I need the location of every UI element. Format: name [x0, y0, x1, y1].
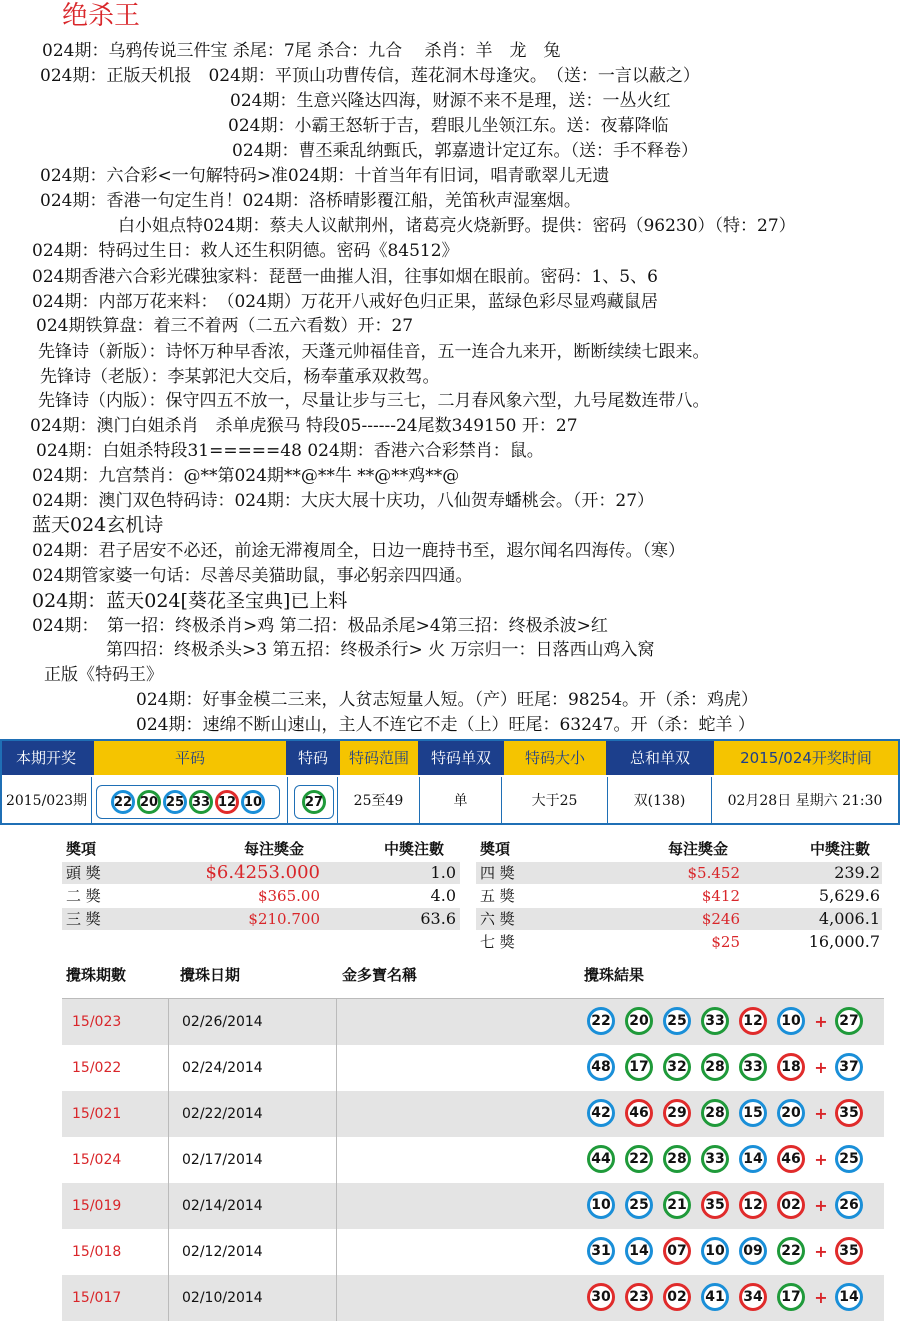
column-divider [168, 1045, 169, 1091]
prize-name: 五 獎 [480, 887, 515, 905]
article-line: 蓝天024玄机诗 [32, 514, 164, 536]
prize-amount: $25 [711, 933, 740, 951]
header-normal-numbers: 平码 [94, 741, 286, 775]
history-result [582, 1283, 866, 1313]
number-ball: 35 [701, 1191, 729, 1219]
prize-header-count-right: 中獎注數 [810, 840, 871, 858]
header-special-odd-even: 特码单双 [422, 741, 500, 775]
history-period: 15/017 [72, 1290, 122, 1306]
column-divider [336, 1229, 337, 1275]
column-divider [336, 1045, 337, 1091]
number-ball: 33 [739, 1053, 767, 1081]
column-divider [168, 1229, 169, 1275]
number-ball: 46 [625, 1099, 653, 1127]
number-ball: 10 [701, 1237, 729, 1265]
column-divider [336, 1137, 337, 1183]
column-divider [336, 1091, 337, 1137]
draw-summary-table [0, 739, 900, 825]
prize-amount: $210.700 [248, 910, 320, 928]
article-line: 024期：白姐杀特段31=====48 024期：香港六合彩禁肖：鼠。 [36, 441, 544, 461]
history-row [62, 1275, 884, 1321]
history-header-result: 攪珠結果 [584, 966, 645, 984]
history-period: 15/019 [72, 1198, 122, 1214]
prize-header-item-right: 奬項 [480, 840, 511, 858]
number-ball: 14 [739, 1145, 767, 1173]
article-line: 024期：内部万花来料： （024期）万花开八戒好色归正果，蓝绿色彩尽显鸡藏鼠居 [32, 292, 658, 312]
number-ball: 14 [625, 1237, 653, 1265]
history-period: 15/023 [72, 1014, 122, 1030]
history-period: 15/021 [72, 1106, 122, 1122]
history-date: 02/14/2014 [182, 1198, 263, 1214]
draw-next-time: 02月28日 星期六 21:30 [727, 793, 883, 809]
history-date: 02/17/2014 [182, 1152, 263, 1168]
article-line: 024期：君子居安不必还，前途无滞複周全，日边一鹿持书至，遐尔闻名四海传。（寒） [32, 541, 685, 561]
history-date: 02/12/2014 [182, 1244, 263, 1260]
prize-header-count-left: 中獎注數 [384, 840, 445, 858]
plus-sign: + [814, 1195, 828, 1215]
column-divider [168, 1091, 169, 1137]
number-ball: 28 [701, 1053, 729, 1081]
page-title: 绝杀王 [62, 1, 141, 31]
prize-count: 1.0 [430, 863, 456, 882]
article-line: 024期：九宫禁肖：@**第024期**@**牛 **@**鸡**@ [32, 466, 460, 486]
header-special-size: 特码大小 [504, 741, 606, 775]
prize-name: 二 獎 [66, 887, 101, 905]
history-period: 15/024 [72, 1152, 122, 1168]
number-ball: 12 [215, 790, 239, 814]
number-ball: 22 [111, 790, 135, 814]
number-ball: 48 [587, 1053, 615, 1081]
article-line: 第四招：终极杀头>3 第五招：终极杀行> 火 万宗归一：日落西山鸡入窝 [106, 640, 655, 660]
number-ball: 25 [835, 1145, 863, 1173]
article-line: 024期：生意兴隆达四海，财源不来不是理，送：一丛火红 [230, 91, 671, 111]
history-header-period: 攪珠期數 [66, 966, 127, 984]
prize-name: 頭 獎 [66, 864, 101, 882]
article-line: 024期：六合彩<一句解特码>准024期：十首当年有旧词，唱青歌翠儿无遗 [40, 166, 610, 186]
number-ball: 33 [189, 790, 213, 814]
prize-count: 239.2 [834, 863, 880, 882]
plus-sign: + [814, 1287, 828, 1307]
header-sum-odd-even: 总和单双 [610, 741, 710, 775]
history-row [62, 1229, 884, 1275]
history-result [582, 1007, 866, 1037]
plus-sign: + [814, 1011, 828, 1031]
article-line: 024期：澳门双色特码诗：024期：大庆大展十庆功，八仙贺寿蟠桃会。（开：27） [32, 491, 655, 511]
article-line: 024期：蓝天024[葵花圣宝典]已上料 [32, 590, 348, 612]
number-ball: 22 [625, 1145, 653, 1173]
draw-odd-even: 单 [420, 777, 502, 825]
prize-amount: $246 [701, 910, 740, 928]
number-ball: 17 [777, 1283, 805, 1311]
history-row [62, 1091, 884, 1137]
history-row [62, 1137, 884, 1183]
draw-period: 2015/023期 [2, 777, 92, 825]
prize-count: 16,000.7 [808, 932, 880, 951]
number-ball: 26 [835, 1191, 863, 1219]
number-ball: 34 [739, 1283, 767, 1311]
article-line: 024期：澳门白姐杀肖 杀单虎猴马 特段05------24尾数349150 开：27 [30, 416, 578, 436]
number-ball: 22 [777, 1237, 805, 1265]
number-ball: 33 [701, 1145, 729, 1173]
column-divider [168, 1137, 169, 1183]
number-ball: 28 [701, 1099, 729, 1127]
number-ball: 27 [835, 1007, 863, 1035]
history-date: 02/26/2014 [182, 1014, 263, 1030]
article-line: 024期：小霸王怒斩于吉，碧眼儿坐领江东。送：夜幕降临 [228, 116, 669, 136]
number-ball: 20 [777, 1099, 805, 1127]
prize-count: 4.0 [430, 886, 456, 905]
history-header-date: 攪珠日期 [180, 966, 241, 984]
article-line: 024期香港六合彩光碟独家料：琵琶一曲摧人泪，往事如烟在眼前。密码：1、5、6 [32, 267, 658, 287]
history-date: 02/22/2014 [182, 1106, 263, 1122]
number-ball: 32 [663, 1053, 691, 1081]
number-ball: 44 [587, 1145, 615, 1173]
prize-amount: $412 [701, 887, 740, 905]
number-ball: 25 [163, 790, 187, 814]
prize-amount: $365.00 [257, 887, 320, 905]
column-divider [336, 999, 337, 1045]
prize-count: 4,006.1 [818, 909, 880, 928]
number-ball: 20 [137, 790, 161, 814]
draw-balls-cell [92, 777, 288, 825]
article-line: 024期：乌鸦传说三件宝 杀尾：7尾 杀合：九合 杀肖：羊 龙 兔 [42, 41, 561, 61]
article-line: 024期：正版天机报 024期：平顶山功曹传信，莲花洞木母逢灾。 （送：一言以蔽之） [40, 66, 700, 86]
article-line: 先锋诗（老版）：李某郭汜大交后，杨奉董承双救驾。 [40, 367, 440, 387]
history-date: 02/24/2014 [182, 1060, 263, 1076]
number-ball: 20 [625, 1007, 653, 1035]
article-line: 024期：好事金模二三来，人贫志短量人短。（产）旺尾：98254。开（杀：鸡虎） [136, 690, 759, 710]
number-ball: 15 [739, 1099, 767, 1127]
number-ball: 22 [587, 1007, 615, 1035]
history-result [582, 1237, 866, 1267]
article-line: 024期铁算盘：着三不着两（二五六看数）开：27 [36, 316, 414, 336]
number-ball: 02 [663, 1283, 691, 1311]
column-divider [336, 1275, 337, 1321]
plus-sign: + [814, 1103, 828, 1123]
number-ball: 28 [663, 1145, 691, 1173]
history-row [62, 1183, 884, 1229]
article-line: 024期：特码过生日：救人还生积阴德。密码《84512》 [32, 241, 459, 261]
plus-sign: + [814, 1057, 828, 1077]
number-ball: 41 [701, 1283, 729, 1311]
history-result [582, 1099, 866, 1129]
plus-sign: + [814, 1241, 828, 1261]
header-special-number: 特码 [290, 741, 336, 775]
history-date: 02/10/2014 [182, 1290, 263, 1306]
history-period: 15/022 [72, 1060, 122, 1076]
article-line: 正版《特码王》 [44, 665, 163, 685]
prize-name: 四 獎 [480, 864, 515, 882]
number-ball: 31 [587, 1237, 615, 1265]
article-line: 024期管家婆一句话：尽善尽美猫助鼠，事必躬亲四四通。 [32, 566, 473, 586]
number-ball: 46 [777, 1145, 805, 1173]
article-line: 024期： 第一招：终极杀肖>鸡 第二招：极品杀尾>4第三招：终极杀波>红 [32, 616, 608, 636]
prize-amount: $6.4253.000 [205, 862, 320, 883]
prize-count: 63.6 [420, 909, 456, 928]
prize-amount: $5.452 [687, 864, 740, 882]
number-ball: 10 [587, 1191, 615, 1219]
number-ball: 10 [777, 1007, 805, 1035]
number-ball: 29 [663, 1099, 691, 1127]
header-special-range: 特码范围 [340, 741, 418, 775]
article-line: 024期：香港一句定生肖！024期：洛桥晴影覆江船，羌笛秋声湿塞烟。 [40, 191, 581, 211]
prize-header-item-left: 奬項 [66, 840, 97, 858]
plus-sign: + [814, 1149, 828, 1169]
number-ball: 35 [835, 1237, 863, 1265]
number-ball: 12 [739, 1191, 767, 1219]
article-line: 024期：速绵不断山速山，主人不连它不走（上）旺尾：63247。开（杀：蛇羊 ） [136, 715, 755, 735]
number-ball: 09 [739, 1237, 767, 1265]
prize-name: 七 獎 [480, 933, 515, 951]
header-current-draw: 本期开奖 [2, 741, 90, 775]
number-ball: 14 [835, 1283, 863, 1311]
column-divider [168, 1275, 169, 1321]
number-ball: 07 [663, 1237, 691, 1265]
column-divider [168, 999, 169, 1045]
number-ball: 18 [777, 1053, 805, 1081]
number-ball: 10 [241, 790, 265, 814]
prize-count: 5,629.6 [818, 886, 880, 905]
history-header-name: 金多寶名稱 [342, 966, 418, 984]
number-ball: 23 [625, 1283, 653, 1311]
column-divider [336, 1183, 337, 1229]
number-ball: 02 [777, 1191, 805, 1219]
article-line: 024期：曹丕乘乱纳甄氏，郭嘉遗计定辽东。（送：手不释卷） [232, 141, 698, 161]
number-ball: 25 [663, 1007, 691, 1035]
prize-name: 三 獎 [66, 910, 101, 928]
number-ball: 42 [587, 1099, 615, 1127]
history-result [582, 1053, 866, 1083]
draw-size: 大于25 [502, 777, 608, 825]
article-line: 先锋诗（内版）：保守四五不放一，尽量让步与三七，二月春风象六型，九号尾数连带八。 [38, 391, 710, 411]
article-line: 先锋诗（新版）：诗怀万种早香浓，天蓬元帅福佳音，五一连合九来开，断断续续七跟来。 [38, 342, 710, 362]
history-result [582, 1191, 866, 1221]
prize-header-amount-right: 每注獎金 [668, 840, 729, 858]
history-period: 15/018 [72, 1244, 122, 1260]
history-result [582, 1145, 866, 1175]
draw-sum-odd-even: 双(138) [608, 777, 712, 825]
draw-header-row [2, 741, 898, 775]
number-ball: 27 [302, 790, 326, 814]
number-ball: 21 [663, 1191, 691, 1219]
prize-name: 六 獎 [480, 910, 515, 928]
article-line: 白小姐点特024期：蔡夫人议献荆州，诸葛亮火烧新野。提供：密码（96230）（特：27） [118, 216, 796, 236]
number-ball: 17 [625, 1053, 653, 1081]
column-divider [168, 1183, 169, 1229]
number-ball: 25 [625, 1191, 653, 1219]
number-ball: 30 [587, 1283, 615, 1311]
number-ball: 33 [701, 1007, 729, 1035]
number-ball: 35 [835, 1099, 863, 1127]
number-ball: 37 [835, 1053, 863, 1081]
header-next-draw-time: 2015/024开奖时间 [714, 741, 898, 775]
draw-range: 25至49 [338, 777, 420, 825]
number-ball: 12 [739, 1007, 767, 1035]
history-row [62, 1045, 884, 1091]
draw-special-cell [288, 777, 338, 825]
prize-header-amount-left: 每注獎金 [244, 840, 305, 858]
history-row [62, 999, 884, 1045]
